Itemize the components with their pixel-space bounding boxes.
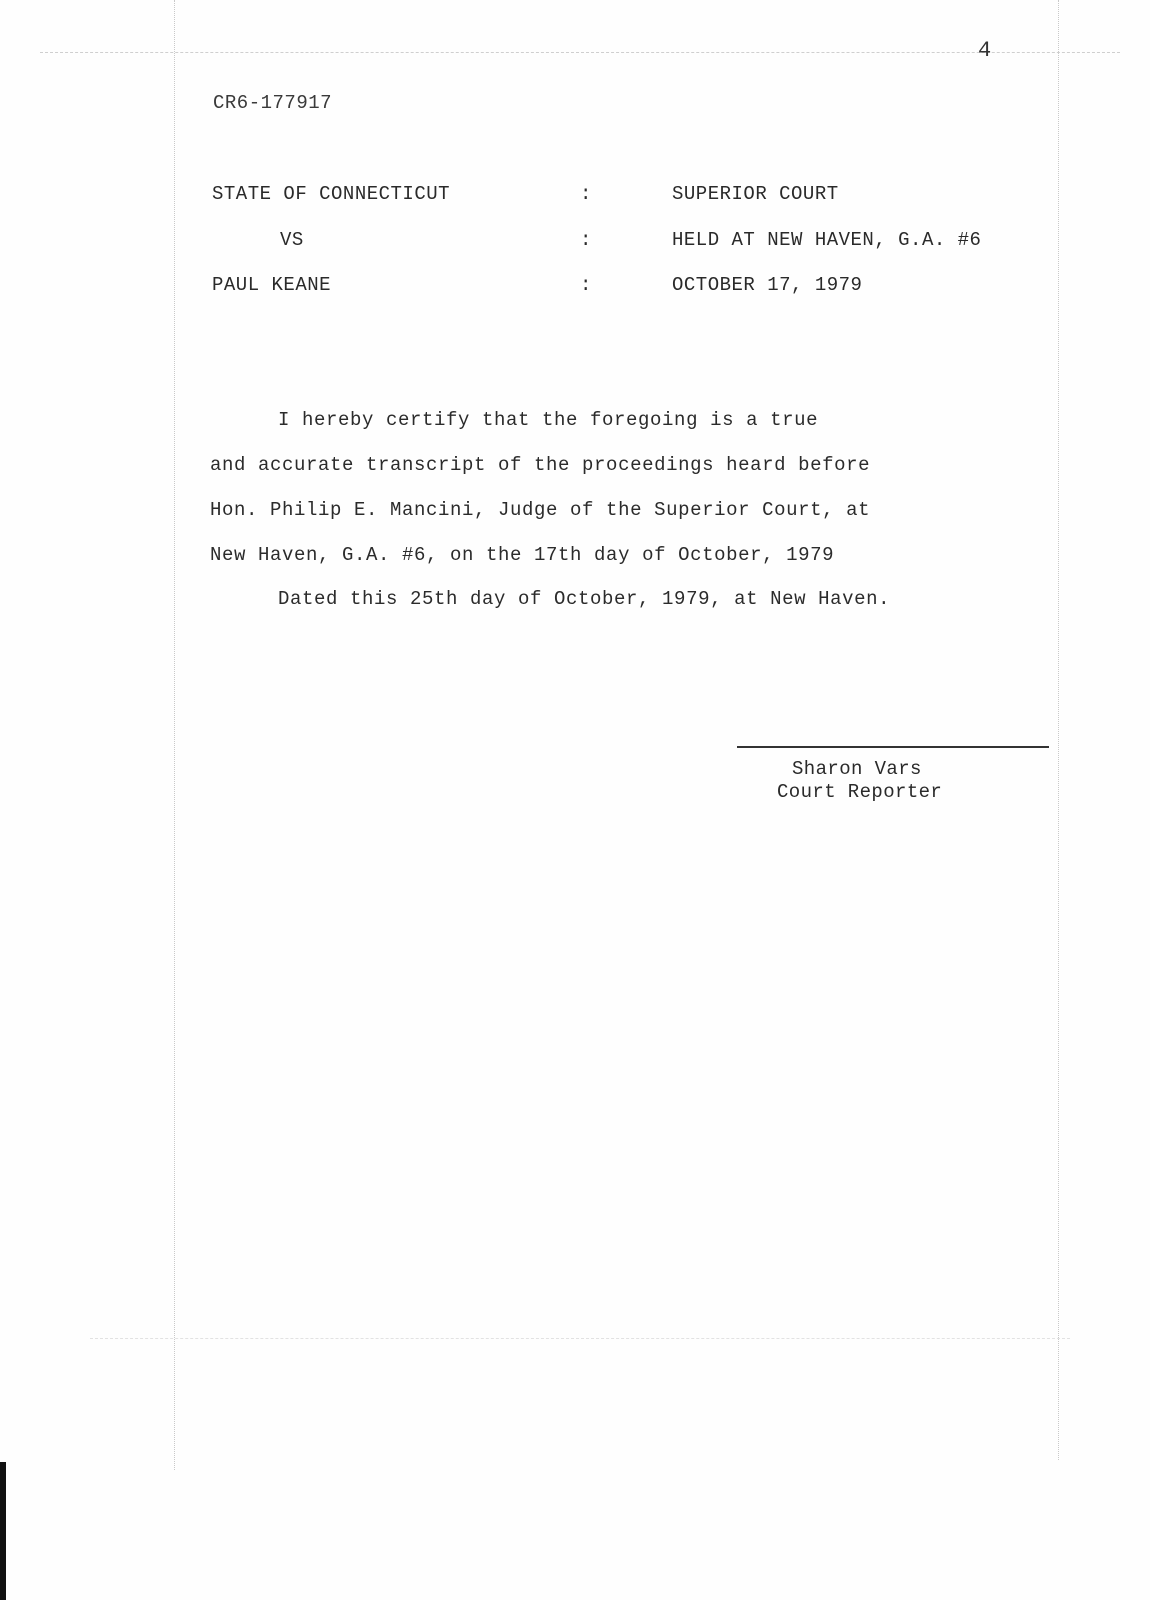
- dated-line: Dated this 25th day of October, 1979, at New Haven.: [278, 588, 891, 610]
- caption-separator: :: [580, 229, 592, 251]
- caption-row: [212, 183, 1042, 209]
- footer-rule: [90, 1338, 1070, 1339]
- header-rule: [40, 52, 1120, 53]
- caption-location: HELD AT NEW HAVEN, G.A. #6: [672, 229, 982, 251]
- caption-date: OCTOBER 17, 1979: [672, 274, 863, 296]
- caption-row: [212, 274, 1042, 300]
- docket-number: CR6-177917: [213, 92, 333, 114]
- page-number: 4: [978, 38, 992, 63]
- caption-separator: :: [580, 183, 592, 205]
- signer-title: Court Reporter: [777, 781, 943, 803]
- caption-versus: VS: [280, 229, 304, 251]
- certification-line: Hon. Philip E. Mancini, Judge of the Superior Court, at: [210, 499, 871, 521]
- right-margin-line: [1058, 0, 1059, 1460]
- caption-defendant: PAUL KEANE: [212, 274, 332, 296]
- caption-party: STATE OF CONNECTICUT: [212, 183, 451, 205]
- signer-name: Sharon Vars: [792, 758, 922, 780]
- certification-line: and accurate transcript of the proceedings heard before: [210, 454, 871, 476]
- binding-margin-line: [174, 0, 175, 1470]
- caption-row: [212, 229, 1042, 255]
- scan-edge-shadow: [0, 1462, 6, 1600]
- certification-line: I hereby certify that the foregoing is a true: [278, 409, 819, 431]
- signature-line: [737, 746, 1049, 748]
- certification-line: New Haven, G.A. #6, on the 17th day of October, 1979: [210, 544, 835, 566]
- caption-separator: :: [580, 274, 592, 296]
- caption-court: SUPERIOR COURT: [672, 183, 839, 205]
